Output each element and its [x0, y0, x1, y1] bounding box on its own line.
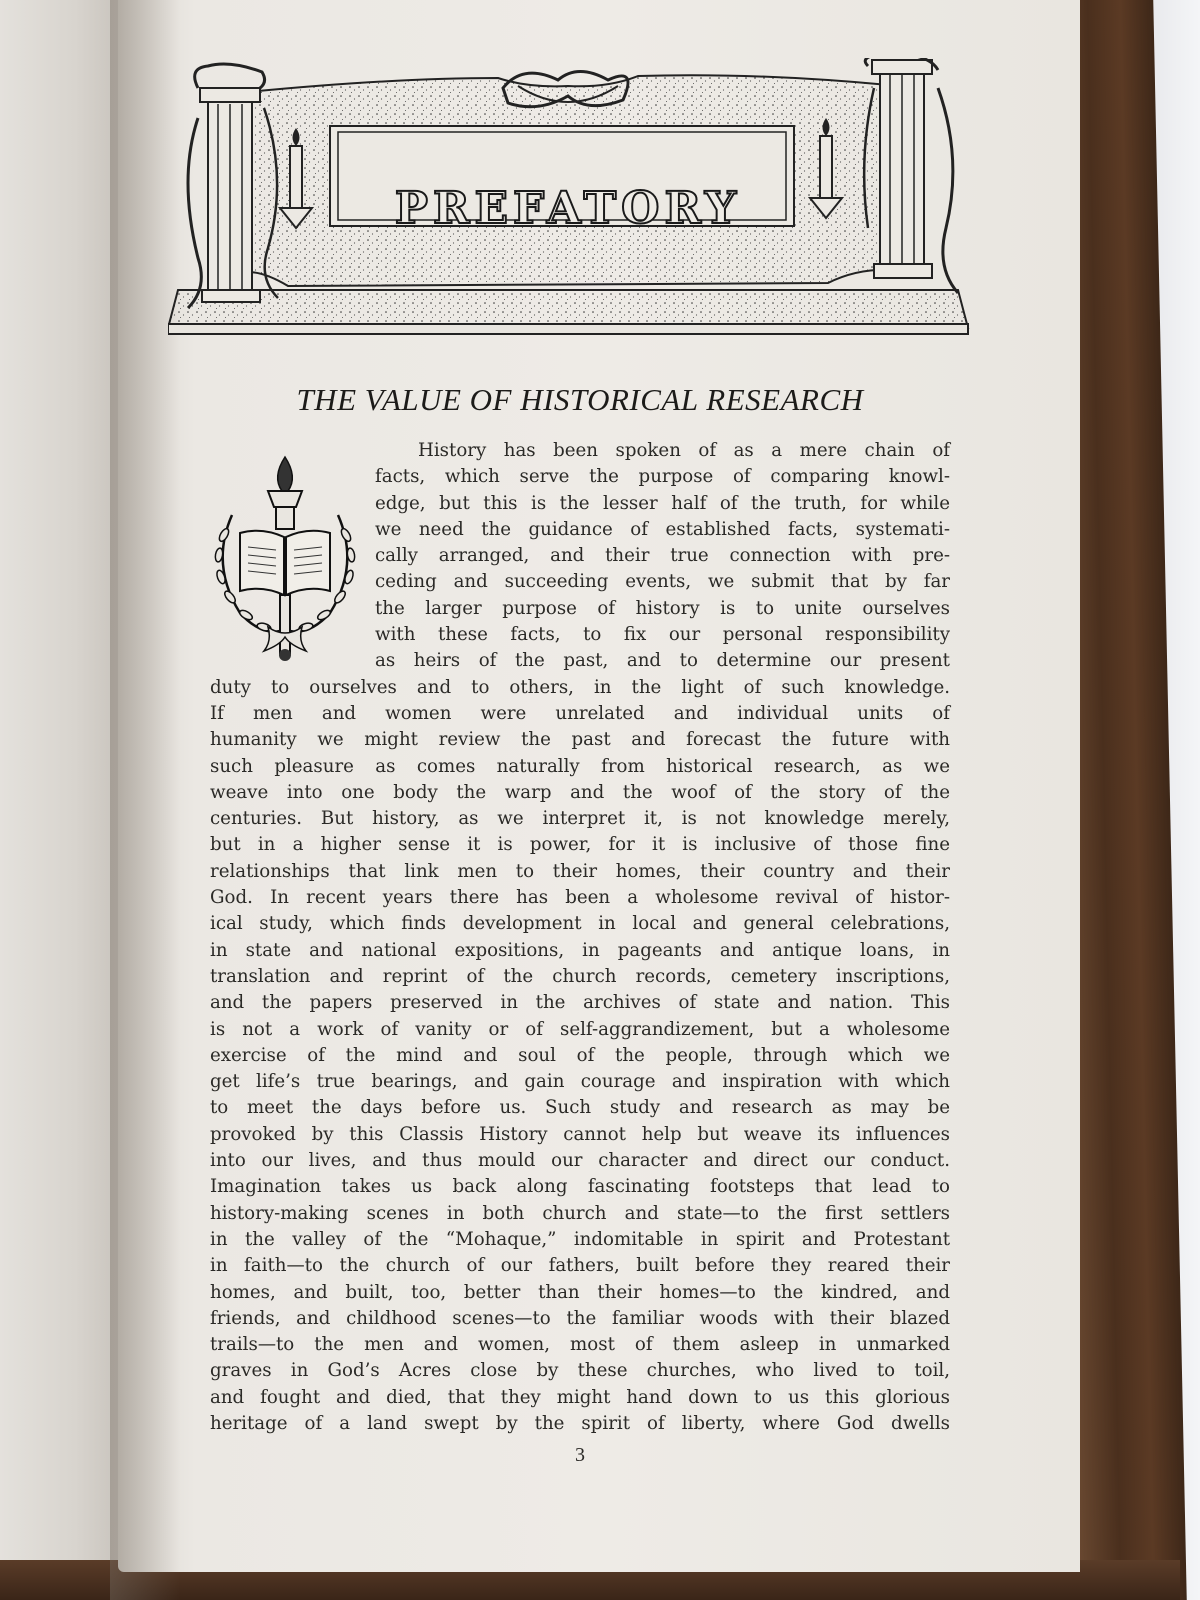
body-line: cally arranged, and their true connection with pre-	[375, 545, 950, 567]
prefatory-banner	[168, 58, 988, 348]
page-number: 3	[575, 1444, 585, 1466]
body-line: relationships that link men to their homes, their country and their	[210, 860, 950, 882]
body-line: the larger purpose of history is to unite ourselves	[375, 597, 950, 619]
body-line: such pleasure as comes naturally from historical research, as we	[210, 755, 950, 777]
body-line: is not a work of vanity or of self-aggrandizement, but a wholesome	[210, 1018, 950, 1040]
body-line: with these facts, to fix our personal responsibility	[375, 624, 950, 646]
body-line: translation and reprint of the church records, cemetery inscriptions,	[210, 965, 950, 987]
body-line: history-making scenes in both church and state—to the first settlers	[210, 1202, 950, 1224]
body-line: If men and women were unrelated and individual units of	[210, 702, 950, 724]
body-line: and the papers preserved in the archives of state and nation. This	[210, 992, 950, 1014]
body-line: edge, but this is the lesser half of the truth, for while	[375, 492, 950, 514]
body-line: humanity we might review the past and forecast the future with	[210, 729, 950, 751]
body-line: in state and national expositions, in pageants and antique loans, in	[210, 939, 950, 961]
body-line: heritage of a land swept by the spirit of liberty, where God dwells	[210, 1412, 950, 1434]
body-line: exercise of the mind and soul of the people, through which we	[210, 1044, 950, 1066]
body-line: ceding and succeeding events, we submit that by far	[375, 571, 950, 593]
body-line: trails—to the men and women, most of them asleep in unmarked	[210, 1334, 950, 1356]
body-line: in the valley of the “Mohaque,” indomitable in spirit and Protestant	[210, 1228, 950, 1250]
facing-page	[0, 0, 125, 1600]
body-line: we need the guidance of established facts, systemati-	[375, 518, 950, 540]
body-line: History has been spoken of as a mere chain of	[418, 440, 950, 461]
body-line: centuries. But history, as we interpret it, is not knowledge merely,	[210, 808, 950, 830]
body-line: facts, which serve the purpose of comparing knowl-	[375, 466, 950, 488]
body-line: and fought and died, that they might hand down to us this glorious	[210, 1386, 950, 1408]
body-line: God. In recent years there has been a wholesome revival of histor-	[210, 887, 950, 909]
body-line: provoked by this Classis History cannot help but weave its influences	[210, 1123, 950, 1145]
article-title: THE VALUE OF HISTORICAL RESEARCH	[296, 382, 864, 417]
body-line: friends, and childhood scenes—to the familiar woods with their blazed	[210, 1307, 950, 1329]
body-line: as heirs of the past, and to determine our present	[375, 650, 950, 672]
body-line: to meet the days before us. Such study and research as may be	[210, 1097, 950, 1119]
banner-title: PREFATORY	[394, 182, 742, 234]
body-line: duty to ourselves and to others, in the light of such knowledge.	[210, 676, 950, 698]
article-body	[210, 438, 950, 1437]
body-line: Imagination takes us back along fascinating footsteps that lead to	[210, 1176, 950, 1198]
body-line: graves in God’s Acres close by these churches, who lived to toil,	[210, 1360, 950, 1382]
body-line: in faith—to the church of our fathers, built before they reared their	[210, 1255, 950, 1277]
body-line: into our lives, and thus mould our character and direct our conduct.	[210, 1150, 950, 1172]
body-line: homes, and built, too, better than their homes—to the kindred, and	[210, 1281, 950, 1303]
body-line: but in a higher sense it is power, for it is inclusive of those fine	[210, 834, 950, 856]
body-line: ical study, which finds development in local and general celebrations,	[210, 913, 950, 935]
body-line: weave into one body the warp and the woof of the story of the	[210, 781, 950, 803]
body-line: get life’s true bearings, and gain courage and inspiration with which	[210, 1071, 950, 1093]
